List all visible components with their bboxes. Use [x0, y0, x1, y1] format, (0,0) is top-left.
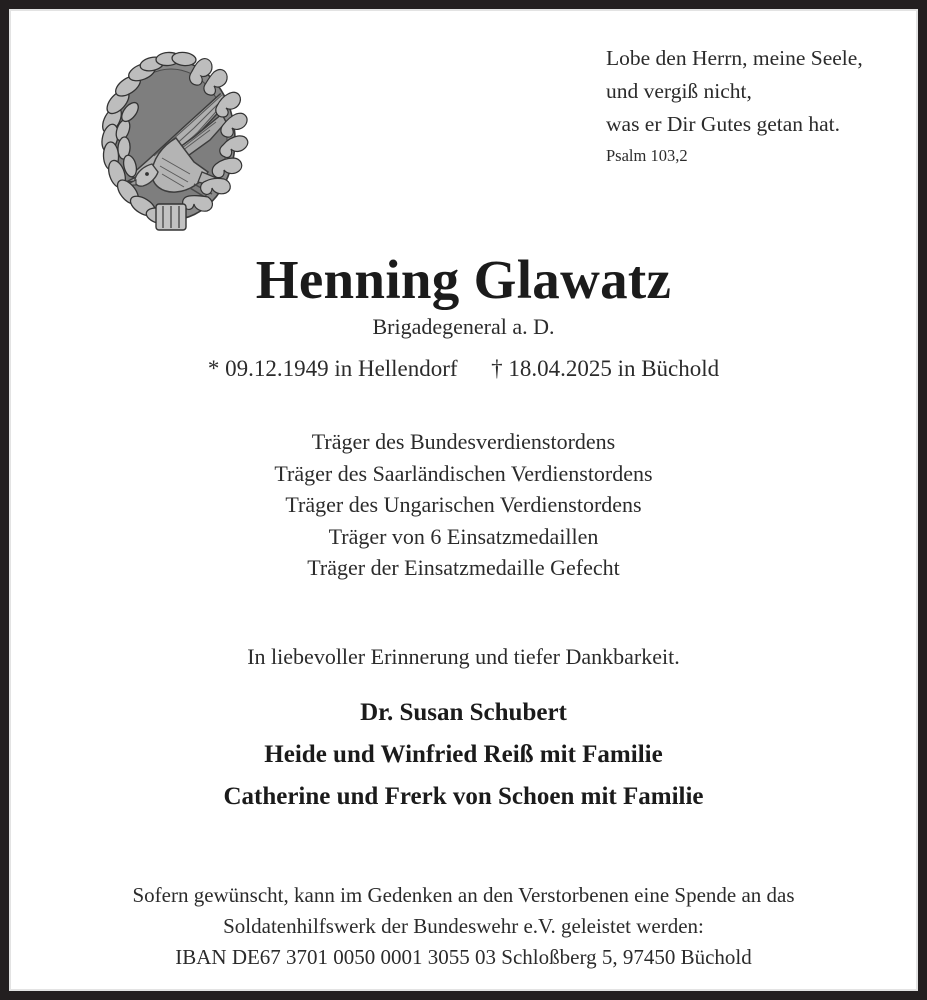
honors-list	[11, 426, 916, 584]
honor-item: Träger von 6 Einsatzmedaillen	[328, 523, 599, 549]
deceased-rank: Brigadegeneral a. D.	[372, 314, 555, 339]
verse-line-3: was er Dir Gutes getan hat.	[606, 112, 841, 136]
header-region	[11, 11, 916, 249]
mourner-item: Heide und Winfried Reiß mit Familie	[264, 740, 663, 768]
mourning-section	[11, 642, 916, 818]
deceased-identity	[11, 249, 916, 385]
scripture-verse	[606, 42, 916, 169]
verse-line-1: Lobe den Herrn, meine Seele,	[606, 46, 863, 70]
honor-item: Träger des Ungarischen Verdienstordens	[285, 492, 642, 517]
mourner-list	[11, 692, 916, 818]
death-detail: 18.04.2025 in Büchold	[508, 356, 720, 381]
parachutist-badge-icon	[90, 42, 252, 238]
page-title: Henning Glawatz	[255, 249, 672, 310]
mourner-item: Dr. Susan Schubert	[360, 698, 567, 726]
donation-line: Soldatenhilfswerk der Bundeswehr e.V. geleistet werden:	[223, 913, 704, 938]
life-dates	[11, 353, 916, 385]
honor-item: Träger des Bundesverdienstordens	[311, 429, 616, 454]
donation-line: Sofern gewünscht, kann im Gedenken an den Verstorbenen eine Spende an das	[132, 882, 795, 907]
honor-item: Träger der Einsatzmedaille Gefecht	[307, 555, 620, 580]
donation-iban: IBAN DE67 3701 0050 0001 3055 03 Schloßberg 5, 97450 Büchold	[175, 944, 752, 969]
birth-detail: 09.12.1949 in Hellendorf	[225, 356, 458, 381]
mourning-intro: In liebevoller Erinnerung und tiefer Dankbarkeit.	[247, 643, 680, 669]
donation-notice	[11, 880, 916, 973]
death-symbol: †	[491, 356, 503, 381]
mourner-item: Catherine und Frerk von Schoen mit Familie	[223, 782, 704, 810]
verse-line-2: und vergiß nicht,	[606, 79, 752, 103]
birth-symbol: *	[207, 356, 220, 381]
obituary-inner-border	[9, 9, 918, 991]
verse-source: Psalm 103,2	[606, 146, 688, 165]
honor-item: Träger des Saarländischen Verdienstordens	[274, 460, 653, 486]
parachutist-badge	[90, 42, 252, 238]
